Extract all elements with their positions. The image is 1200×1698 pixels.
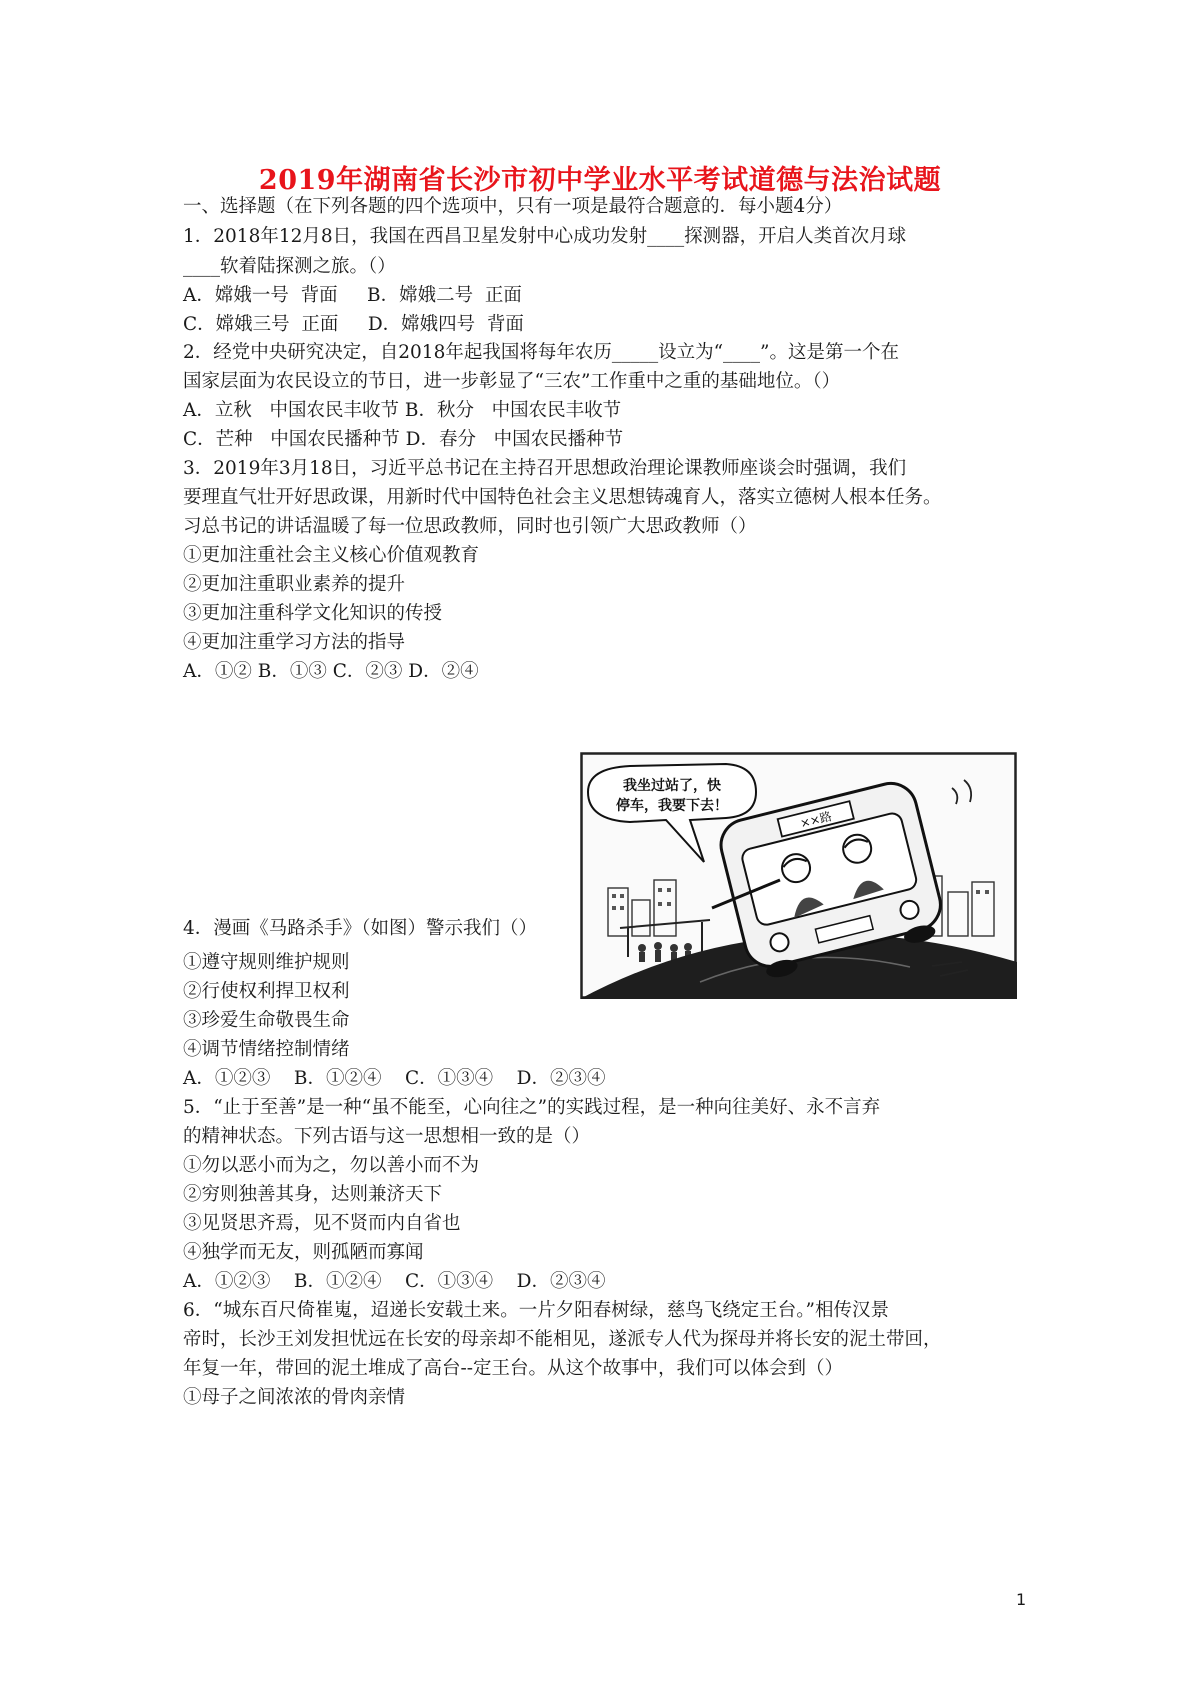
q5-item-2: ②穷则独善其身，达则兼济天下 xyxy=(183,1184,443,1205)
q5-stem-line2: 的精神状态。下列古语与这一思想相一致的是（） xyxy=(183,1126,591,1147)
q4-item-3: ③珍爱生命敬畏生命 xyxy=(183,1010,350,1031)
q4-item-2: ②行使权利捍卫权利 xyxy=(183,981,350,1002)
q2-options-cd: C．芒种 中国农民播种节 D．春分 中国农民播种节 xyxy=(183,429,624,450)
q6-stem-line1: 6．“城东百尺倚崔嵬，迢递长安载土来。一片夕阳春树绿，慈鸟飞绕定王台。”相传汉景 xyxy=(183,1300,889,1321)
bus-route-sign: ××路 xyxy=(798,809,834,831)
q3-item-3: ③更加注重科学文化知识的传授 xyxy=(183,603,443,624)
q6-stem-line3: 年复一年，带回的泥土堆成了高台--定王台。从这个故事中，我们可以体会到（） xyxy=(183,1358,844,1379)
q5-item-1: ①勿以恶小而为之，勿以善小而不为 xyxy=(183,1155,480,1176)
section-heading: 一、选择题（在下列各题的四个选项中，只有一项是最符合题意的．每小题4分） xyxy=(183,196,843,217)
q3-item-1: ①更加注重社会主义核心价值观教育 xyxy=(183,545,480,566)
q1-options-cd: C．嫦娥三号 正面 D．嫦娥四号 背面 xyxy=(183,314,524,335)
q4-item-4: ④调节情绪控制情绪 xyxy=(183,1039,350,1060)
q3-stem-line1: 3．2019年3月18日，习近平总书记在主持召开思想政治理论课教师座谈会时强调，我们 xyxy=(183,458,907,479)
q6-stem-line2: 帝时，长沙王刘发担忧远在长安的母亲却不能相见，遂派专人代为探母并将长安的泥土带回， xyxy=(183,1329,942,1350)
exam-title: 2019年湖南省长沙市初中学业水平考试道德与法治试题 xyxy=(258,165,942,196)
q2-stem-line2: 国家层面为农民设立的节日，进一步彰显了“三农”工作重中之重的基础地位。（） xyxy=(183,371,841,392)
q1-stem-line1: 1．2018年12月8日，我国在西昌卫星发射中心成功发射____探测器，开启人类首次月球 xyxy=(183,226,907,247)
q3-options: A．①② B．①③ C．②③ D．②④ xyxy=(183,661,479,682)
speech-line-1: 我坐过站了，快 xyxy=(623,778,721,794)
q2-stem-line1: 2．经党中央研究决定，自2018年起我国将每年农历_____设立为“____”。这是第一个在 xyxy=(183,342,900,363)
q5-options: A．①②③ B．①②④ C．①③④ D．②③④ xyxy=(183,1271,606,1292)
q6-item-1: ①母子之间浓浓的骨肉亲情 xyxy=(183,1387,406,1408)
q3-stem-line3: 习总书记的讲话温暖了每一位思政教师，同时也引领广大思政教师（） xyxy=(183,516,757,537)
q5-item-4: ④独学而无友，则孤陋而寡闻 xyxy=(183,1242,424,1263)
q4-item-1: ①遵守规则维护规则 xyxy=(183,952,350,973)
q1-options-ab: A．嫦娥一号 背面 B．嫦娥二号 正面 xyxy=(183,285,522,306)
q4-stem: 4．漫画《马路杀手》（如图）警示我们（） xyxy=(183,918,538,939)
q5-stem-line1: 5．“止于至善”是一种“虽不能至，心向往之”的实践过程，是一种向往美好、永不言弃 xyxy=(183,1097,881,1118)
q1-stem-line2: ____软着陆探测之旅。（） xyxy=(183,256,396,277)
q3-item-4: ④更加注重学习方法的指导 xyxy=(183,632,406,653)
q3-item-2: ②更加注重职业素养的提升 xyxy=(183,574,406,595)
q3-stem-line2: 要理直气壮开好思政课，用新时代中国特色社会主义思想铸魂育人，落实立德树人根本任务。 xyxy=(183,487,942,508)
q2-options-ab: A．立秋 中国农民丰收节 B．秋分 中国农民丰收节 xyxy=(183,400,622,421)
page-number: 1 xyxy=(1016,1590,1027,1609)
speech-line-2: 停车，我要下去！ xyxy=(616,798,728,814)
q4-options: A．①②③ B．①②④ C．①③④ D．②③④ xyxy=(183,1068,606,1089)
q5-item-3: ③见贤思齐焉，见不贤而内自省也 xyxy=(183,1213,461,1234)
